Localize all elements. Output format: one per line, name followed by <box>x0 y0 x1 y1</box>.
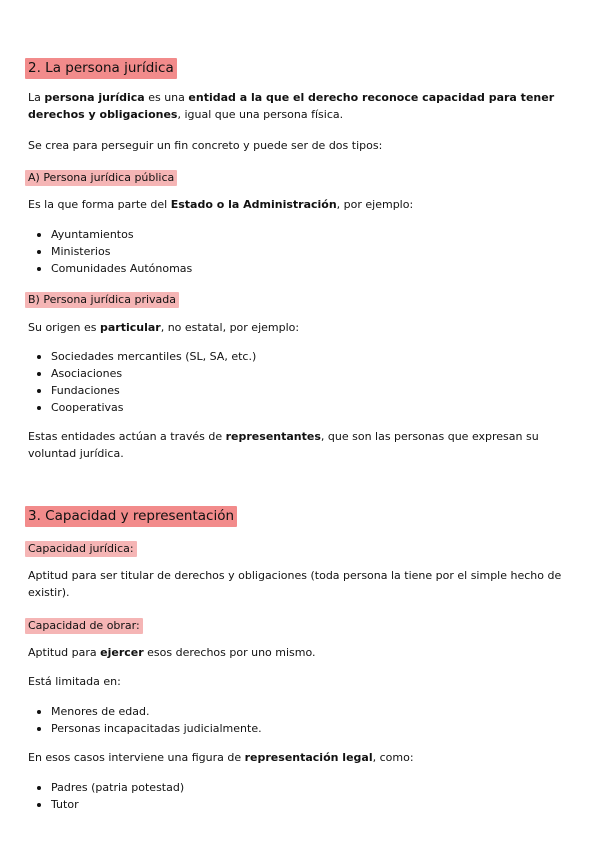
list-item: Fundaciones <box>28 382 256 399</box>
intro-bold-term: persona jurídica <box>44 91 145 104</box>
limited-intro: Está limitada en: <box>28 675 121 688</box>
intro-bold-definition: entidad a la que el derecho reconoce capacidad para tener derechos y obligaciones <box>28 91 555 121</box>
section-2-heading-wrap <box>25 57 177 79</box>
list-item: Ayuntamientos <box>28 226 192 243</box>
list-item: Cooperativas <box>28 399 256 416</box>
list-item: Asociaciones <box>28 365 256 382</box>
public-description: Es la que forma parte del Estado o la Administración, por ejemplo: <box>28 198 414 211</box>
private-entity-label: B) Persona jurídica privada <box>25 292 179 308</box>
legal-capacity-label-wrap <box>25 537 137 557</box>
private-label-wrap <box>25 288 179 308</box>
legal-capacity-description: Aptitud para ser titular de derechos y obligaciones (toda persona la tiene por el simple hecho de existir). <box>28 569 562 599</box>
section-3-heading: 3. Capacidad y representación <box>25 506 237 527</box>
representatives-list <box>28 779 184 813</box>
list-item: Ministerios <box>28 243 192 260</box>
private-description: Su origen es particular, no estatal, por ejemplo: <box>28 321 300 334</box>
list-item: Padres (patria potestad) <box>28 779 184 796</box>
capacity-to-act-description: Aptitud para ejercer esos derechos por uno mismo. <box>28 646 316 659</box>
public-examples-list <box>28 226 192 277</box>
limited-list <box>28 703 262 737</box>
private-examples-list <box>28 348 256 416</box>
list-item: Sociedades mercantiles (SL, SA, etc.) <box>28 348 256 365</box>
capacity-to-act-label-wrap <box>25 614 143 634</box>
representatives-note: Estas entidades actúan a través de representantes, que son las personas que expresan su voluntad jurídica. <box>28 430 539 460</box>
section-3-heading-wrap <box>25 505 237 527</box>
section-2-heading: 2. La persona jurídica <box>25 58 177 79</box>
types-intro: Se crea para perseguir un fin concreto y puede ser de dos tipos: <box>28 139 383 152</box>
public-label-wrap <box>25 166 177 186</box>
capacity-to-act-label: Capacidad de obrar: <box>25 618 143 634</box>
list-item: Comunidades Autónomas <box>28 260 192 277</box>
public-entity-label: A) Persona jurídica pública <box>25 170 177 186</box>
list-item: Personas incapacitadas judicialmente. <box>28 720 262 737</box>
list-item: Menores de edad. <box>28 703 262 720</box>
legal-capacity-label: Capacidad jurídica: <box>25 541 137 557</box>
legal-representation-intro: En esos casos interviene una figura de representación legal, como: <box>28 751 414 764</box>
list-item: Tutor <box>28 796 184 813</box>
section-2-intro: La persona jurídica es una entidad a la que el derecho reconoce capacidad para tener derechos y obligaciones, igual que una persona física. <box>28 91 555 121</box>
